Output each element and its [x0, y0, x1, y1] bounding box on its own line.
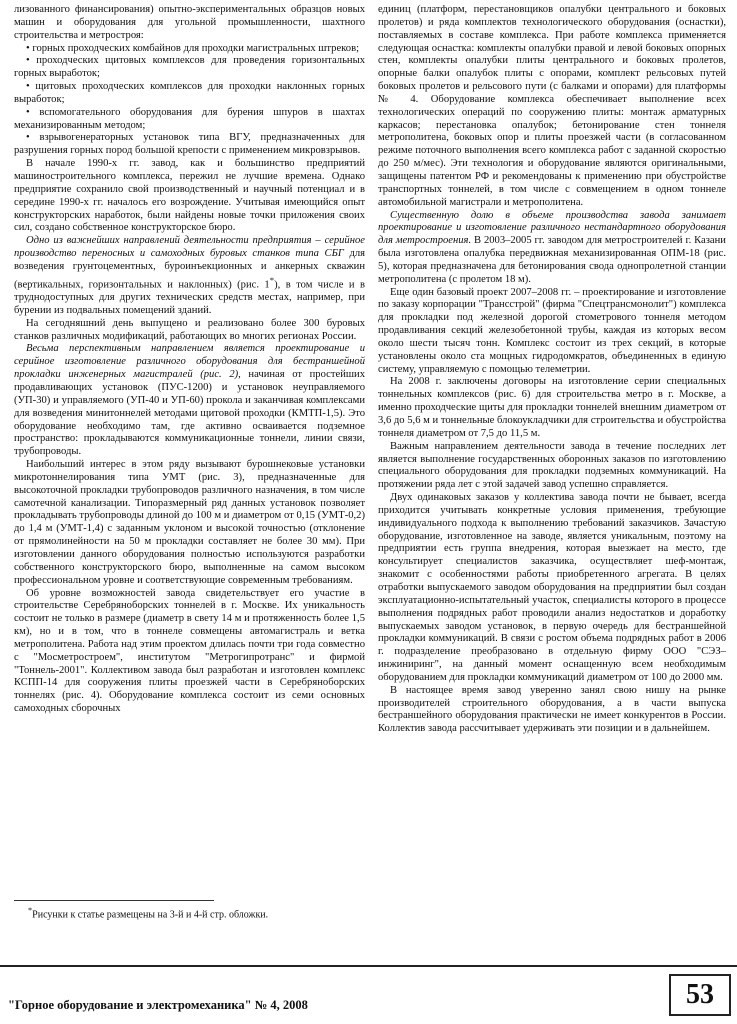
emphasis: Существенную долю в объеме производства завода занимает проектирование и изготовление различного нестандартного оборудования для метростроения.: [378, 209, 726, 247]
paragraph: лизованного финансирования) опытно-экспериментальных образцов новых машин и оборудования для угольной промышленности, шахтного строительства и метростроя:: [14, 4, 365, 41]
emphasis: Весьма перспективным направлением является проектирование и серийное изготовление различного оборудования для бестраншейной прокладки инженерных магистралей (рис. 2): [14, 343, 365, 381]
paragraph: Важным направлением деятельности завода в течение последних лет является выполнение государственных оборонных заказов по изготовлению специального оборудования для прокладки подземных коммуникаций. На протяжении ряда лет с этой задачей завод успешно справляется.: [378, 440, 726, 491]
footnote-text: Рисунки к статье размещены на 3-й и 4-й стр. обложки.: [32, 909, 269, 921]
list-item: • взрывогенераторных установок типа ВГУ, предназначенных для разрушения горных пород большой крепости с применением микровзрывов.: [14, 132, 365, 158]
list-item: • проходческих щитовых комплексов для проведения горизонтальных горных выработок;: [14, 55, 365, 81]
paragraph: Еще один базовый проект 2007–2008 гг. – проектирование и изготовление по заказу корпорации "Трансстрой" (фирма "Спецтрансмонолит") комплекса для прокладки под железной дорогой стометрового тоннеля методом продавливания секций железобетонной трубы, каждая из которых весом около шести тысяч тонн. Комплекс состоит из трех секций, в которые установлены около ста мощных гидродомкратов, объединенных в единую систему, управляемую с помощью телеметрии.: [378, 286, 726, 375]
footnote-mark: *: [28, 906, 33, 915]
paragraph: На 2008 г. заключены договоры на изготовление серии специальных тоннельных комплексов (рис. 6) для строительства метро в г. Москве, а именно проходческие щиты для прокладки тоннелей внешним диаметром от 3,6 до 5,6 м и тоннельные блокоукладчики для строительства и обустройства тоннеля диаметром от 7,5 до 11,5 м.: [378, 376, 726, 439]
list-item: • горных проходческих комбайнов для проходки магистральных штреков;: [14, 43, 365, 56]
footnote-divider: [14, 900, 214, 901]
bullet-list: [14, 43, 365, 159]
list-item: • щитовых проходческих комплексов для проходки наклонных горных выработок;: [14, 81, 365, 107]
paragraph: В начале 1990-х гг. завод, как и большинство предприятий машиностроительного комплекса, пережил не лучшие времена. Однако предприятие сохранило свой производственный и научный потенциал и в середине 1990-х гг. началось его возрождение. Учитывая имеющийся опыт конструкторских наработок, были найдены новые точки приложения своих сил, создано собственное конструкторское бюро.: [14, 158, 365, 234]
paragraph: В настоящее время завод уверенно занял свою нишу на рынке производителей строительного оборудования, а в части выпуска бестраншейного оборудования практически не имеет конкурентов в России. Коллектив завода рассчитывает удерживать эти позиции и в дальнейшем.: [378, 684, 726, 735]
paragraph: Об уровне возможностей завода свидетельствует его участие в строительстве Серебряноборских тоннелей в г. Москве. Их уникальность состоит не только в размере (диаметр в свету 14 м и протяженность более 1,5 км), но и в том, что в тоннеле совмещены автомагистраль и ветка метрополитена. Работа над этим проектом длилась почти три года совместно с "Мосметростроем", институтом "Метрогипротранс" и фирмой "Тоннель-2001". Коллективом завода был разработан и изготовлен комплекс КСПП-14 для сооружения плиты проезжей части в Серебряноборских тоннелях (рис. 4). Оборудование комплекса состоит из семи основных самоходных сборочных: [14, 587, 365, 715]
paragraph: [14, 235, 365, 318]
paragraph: [14, 343, 365, 459]
journal-title: "Горное оборудование и электромеханика" № 4, 2008: [8, 998, 308, 1012]
text-run: , начиная от простейших продавливающих установок (ПУС-1200) и установок неуправляемого (УП-30) и управляемого (УП-40 и УП-60) прокола и заканчивая комплексами для возведения минитоннелей методами щитовой проходки (КМТП-1,5). Это оборудование необходимо там, где активно осваивается подземное пространство: прокладываются коммуникационные тоннели, линии связи, трубопроводы.: [14, 369, 365, 458]
footnote: [14, 905, 365, 921]
footnote-ref: *: [269, 274, 275, 285]
paragraph: единиц (платформ, перестановщиков опалубки центрального и боковых пролетов) и ряда комплектов технологического оборудования (оснастки), поставляемых в составе комплекса. При работе комплекса применяется следующая оснастка: комплекты опалубки правой и левой боковых опорных стен, комплекты опалубки плиты центрального и боковых пролетов, опорные балки опалубок плиты с опорами, комплект рельсовых путей боковых пролетов и рельсового пути (с балками и опорами) для платформы № 4. Оборудование комплекса обеспечивает выполнение всех технологических операций по сооружению плиты: монтаж арматурных каркасов; перестановка опалубок; бетонирование стен тоннеля метрополитена, боковых опор и плиты проезжей части (в согласованном режиме поточного выполнения всего комплекса работ с заданной скоростью до 250 м/мес). Эти технология и оборудование являются оригинальными, защищены патентом РФ и рекомендованы к применению при обустройстве транспортных тоннелей, в том числе с совмещением в одном тоннеле автомобильной магистрали и метрополитена.: [378, 4, 726, 208]
text-run: В 2003–2005 гг. заводом для метростроителей г. Казани была изготовлена опалубка передвижная механизированная ОПМ-18 (рис. 5), которая предназначена для бетонирования свода однопролетной станции метрополитена (с пролетом 18 м).: [378, 235, 726, 285]
footer-divider: [0, 965, 737, 967]
emphasis: Одно из важнейших направлений деятельности предприятия – серийное производство переносных и самоходных буровых станков типа СБГ: [14, 235, 365, 260]
text-run: ), в том числе и в труднодоступных для других технических средств местах, например, при бурении из подвальных помещений зданий.: [14, 279, 365, 316]
right-column: [378, 4, 726, 949]
paragraph: Двух одинаковых заказов у коллектива завода почти не бывает, всегда приходится учитывать конкретные условия применения, требующие индивидуального подхода к выполнению требований заказчиков. Зачастую оборудование, изготовленное на заводе, является уникальным, поэтому на предприятии есть группа внедрения, которая выезжает на место, где консультирует специалистов заказчика, осуществляет шеф-монтаж, знакомит с особенностями работы приобретенного агрегата. В целях отработки выпускаемого заводом оборудования на предприятии был создан эксплуатационно-испытательный участок, специалисты которого в процессе выполнения подрядных работ проводили анализ недостатков и доработку выпускаемых заводом установок, в первую очередь для бестраншейной прокладки коммуникаций. В связи с ростом объема подрядных работ в 2006 г. подразделение преобразовано в отдельную фирму ООО "СЭЗ–инжиниринг", на данный момент оснащенную всем необходимым оборудованием для прокладки коммуникаций диаметром от 100 до 2000 мм.: [378, 492, 726, 683]
paragraph: Наибольший интерес в этом ряду вызывают бурошнековые установки микротоннелирования типа УМТ (рис. 3), предназначенные для высокоточной прокладки трубопроводов различного назначения, в том числе самотечной канализации. Типоразмерный ряд данных установок позволяет прокладывать трубопроводы длиной до 100 м и диаметром от 0,15 (УМТ-0,2) до 1,4 м (УМТ-1,4) с заданным уклоном и высокой точностью (отклонение от прямолинейности на 50 м прокладки составляет не более 30 мм). При изготовлении данного оборудования полностью используются разработки собственного конструкторского бюро, выполненные на самом высоком профессиональном уровне и соответствующие современным требованиям.: [14, 459, 365, 586]
paragraph: [378, 210, 726, 287]
text-run: для возведения грунтоцементных, буроинъекционных и анкерных скважин (вертикальных, горизонтальных и наклонных) (рис. 1: [14, 248, 365, 291]
list-item: • вспомогательного оборудования для бурения шпуров в шахтах механизированным методом;: [14, 107, 365, 133]
page-number: 53: [669, 974, 731, 1016]
paragraph: На сегодняшний день выпущено и реализовано более 300 буровых станков различных модификаций, работающих во многих регионах России.: [14, 317, 365, 342]
left-column: [14, 4, 365, 949]
